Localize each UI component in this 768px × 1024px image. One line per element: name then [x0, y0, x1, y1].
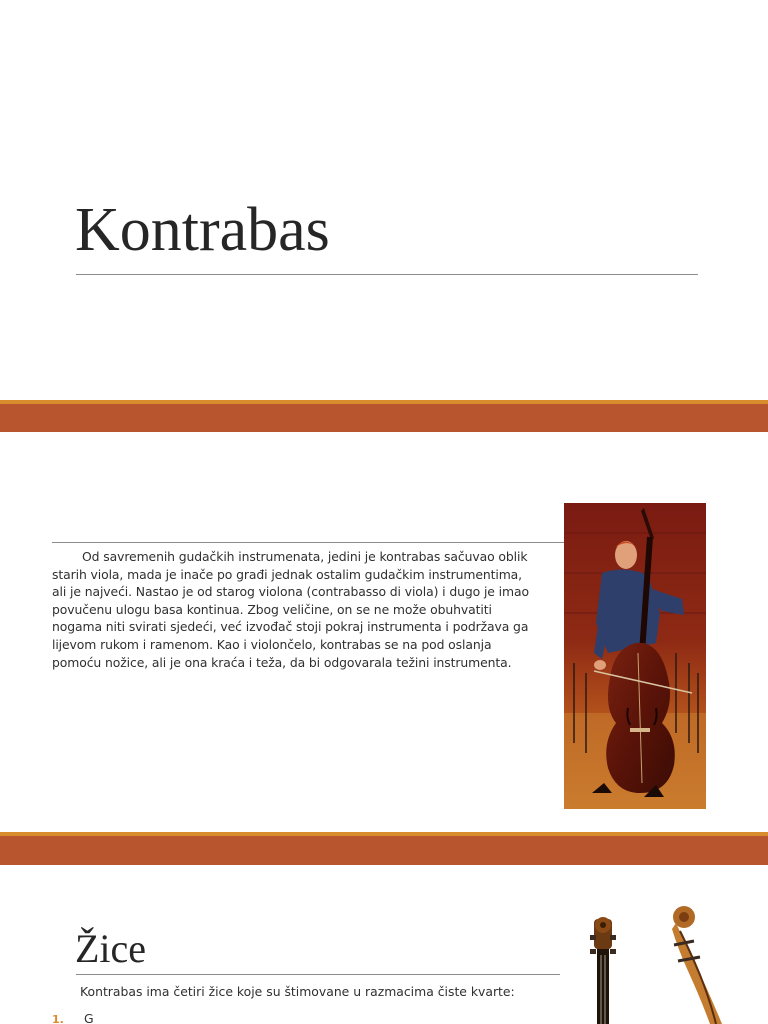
title-slide	[0, 0, 768, 400]
content-divider	[52, 542, 564, 543]
title-underline	[76, 274, 698, 275]
list-item-text: G	[84, 1011, 94, 1024]
slide-separator-band	[0, 400, 768, 432]
description-paragraph: Od savremenih gudačkih instrumenata, jedini je kontrabas sačuvao oblik starih viola, mada je inače po građi jednak ostalim gudačkim instrumentima, ali je najveći. Nastao je od starog violona (contrabasso di viola) i dugo je imao povučenu ulogu basa kontinua. Zbog veličine, on se ne može obuhvatiti nogama niti svirati sjedeći, već izvođač stoji pokraj instrumenta i podržava ga lijevom rukom i ramenom. Kao i violončelo, kontrabas se na pod oslanja pomoću nožice, ali je ona kraća i teža, da bi odgovarala težini instrumenta.	[52, 549, 529, 670]
separator-accent-line	[0, 400, 768, 404]
list-item	[52, 1011, 94, 1024]
separator-accent-line	[0, 832, 768, 836]
intro-text: Kontrabas ima četiri žice koje su štimovane u razmacima čiste kvarte:	[80, 984, 515, 999]
double-bass-player-photo	[564, 503, 706, 809]
slide-title: Kontrabas	[75, 196, 330, 264]
content-slide	[0, 432, 768, 832]
list-number: 1.	[52, 1013, 64, 1024]
strings-slide	[0, 865, 768, 1024]
strings-list	[52, 1011, 94, 1024]
double-bass-scroll-photo	[560, 905, 768, 1024]
slide-separator-band	[0, 832, 768, 865]
slide-title: Žice	[75, 926, 147, 971]
